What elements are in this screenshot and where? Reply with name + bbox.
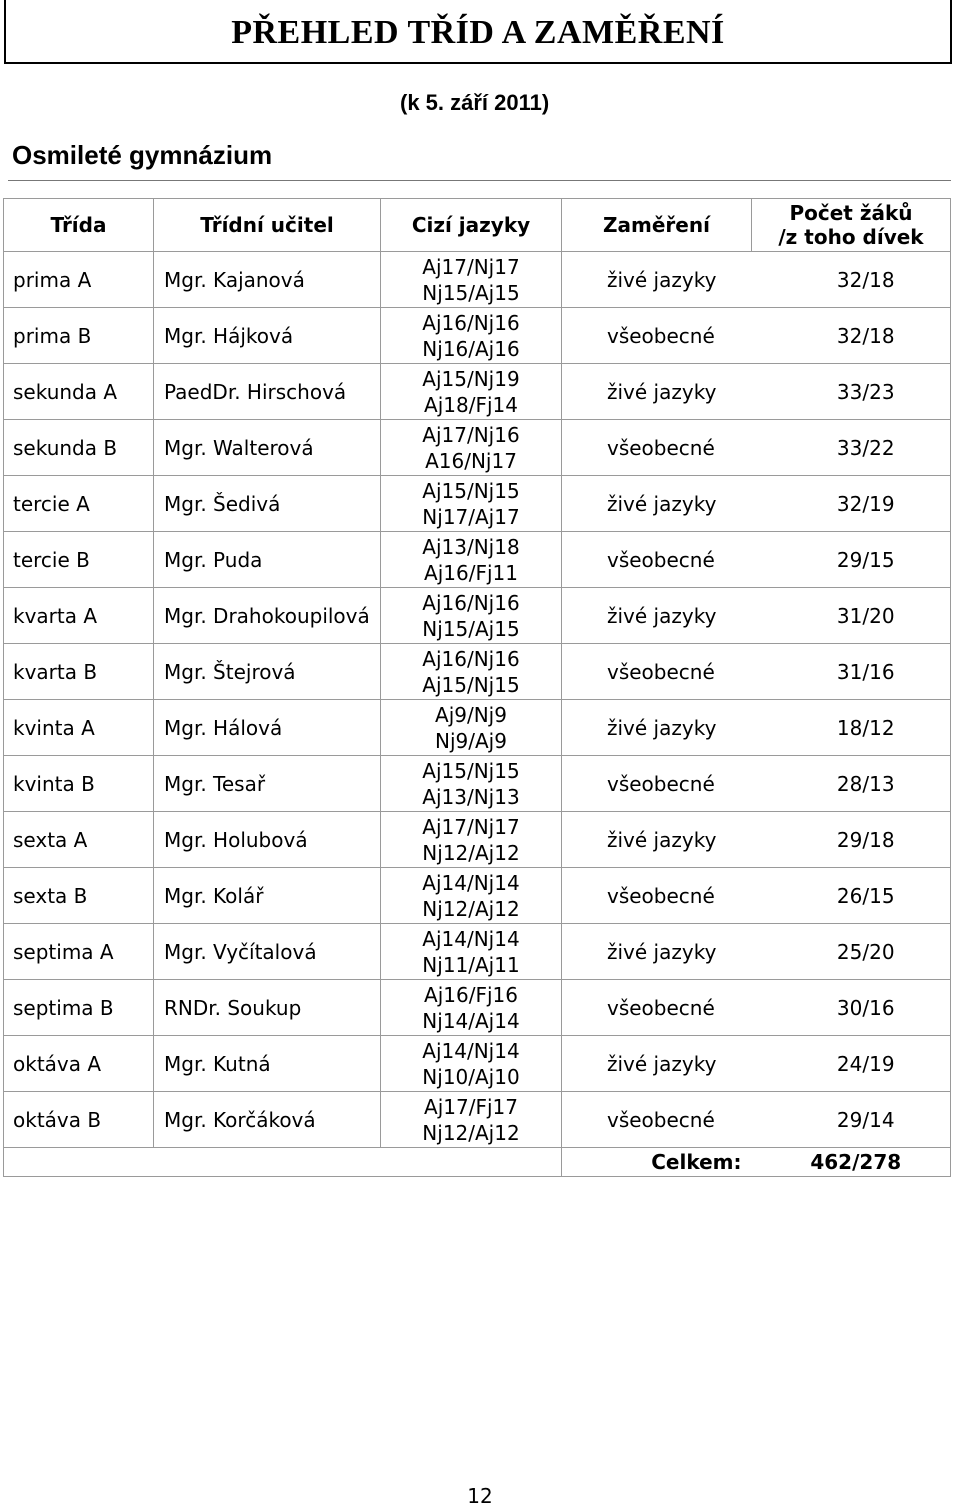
- cell-pocet: 31/16: [752, 644, 951, 700]
- cell-jazyk2: Nj10/Aj10: [422, 1064, 520, 1089]
- cell-pocet: 32/18: [752, 252, 951, 308]
- table-row: [4, 364, 951, 420]
- table-row: [4, 588, 951, 644]
- cell-trida: kvarta B: [4, 644, 154, 700]
- table-row: [4, 420, 951, 476]
- cell-jazyky: [381, 364, 562, 420]
- cell-jazyk1: Aj17/Nj17: [422, 254, 520, 279]
- cell-ucitel: Mgr. Hájková: [154, 308, 381, 364]
- cell-jazyk2: Aj18/Fj14: [424, 392, 518, 417]
- table-row: [4, 924, 951, 980]
- table-row: [4, 980, 951, 1036]
- cell-ucitel: Mgr. Tesař: [154, 756, 381, 812]
- cell-ucitel: Mgr. Kajanová: [154, 252, 381, 308]
- cell-trida: septima B: [4, 980, 154, 1036]
- table-row: [4, 1092, 951, 1148]
- cell-zamereni: všeobecné: [562, 868, 752, 924]
- cell-ucitel: Mgr. Štejrová: [154, 644, 381, 700]
- cell-pocet: 24/19: [752, 1036, 951, 1092]
- total-label: Celkem:: [562, 1148, 752, 1177]
- header-trida: Třída: [4, 199, 154, 252]
- cell-jazyky: [381, 532, 562, 588]
- cell-jazyky: [381, 420, 562, 476]
- cell-jazyky: [381, 644, 562, 700]
- cell-jazyky: [381, 1092, 562, 1148]
- cell-ucitel: Mgr. Drahokoupilová: [154, 588, 381, 644]
- cell-ucitel: Mgr. Walterová: [154, 420, 381, 476]
- header-pocet: [752, 199, 951, 252]
- cell-ucitel: RNDr. Soukup: [154, 980, 381, 1036]
- cell-jazyk1: Aj17/Fj17: [424, 1094, 518, 1119]
- table-row: [4, 476, 951, 532]
- cell-trida: septima A: [4, 924, 154, 980]
- cell-trida: tercie A: [4, 476, 154, 532]
- cell-jazyk2: Nj12/Aj12: [422, 840, 520, 865]
- cell-ucitel: Mgr. Holubová: [154, 812, 381, 868]
- cell-pocet: 33/23: [752, 364, 951, 420]
- cell-jazyk2: Aj15/Nj15: [422, 672, 520, 697]
- cell-pocet: 29/15: [752, 532, 951, 588]
- cell-trida: kvinta A: [4, 700, 154, 756]
- total-spacer: [4, 1148, 562, 1177]
- cell-jazyk1: Aj14/Nj14: [422, 1038, 520, 1063]
- cell-zamereni: živé jazyky: [562, 812, 752, 868]
- date-label: (k 5. září 2011): [400, 90, 550, 115]
- cell-jazyky: [381, 812, 562, 868]
- title-box: [4, 0, 952, 64]
- cell-zamereni: všeobecné: [562, 1092, 752, 1148]
- cell-jazyk1: Aj15/Nj19: [422, 366, 520, 391]
- cell-jazyk1: Aj9/Nj9: [435, 702, 507, 727]
- cell-jazyk2: Nj17/Aj17: [422, 504, 520, 529]
- cell-jazyky: [381, 700, 562, 756]
- cell-jazyk1: Aj15/Nj15: [422, 478, 520, 503]
- cell-pocet: 29/18: [752, 812, 951, 868]
- cell-pocet: 18/12: [752, 700, 951, 756]
- cell-pocet: 26/15: [752, 868, 951, 924]
- cell-zamereni: všeobecné: [562, 756, 752, 812]
- cell-zamereni: živé jazyky: [562, 700, 752, 756]
- cell-jazyk2: Aj16/Fj11: [424, 560, 518, 585]
- total-value: 462/278: [752, 1148, 951, 1177]
- cell-jazyk2: Nj12/Aj12: [422, 1120, 520, 1145]
- table-row: [4, 700, 951, 756]
- cell-jazyk1: Aj14/Nj14: [422, 870, 520, 895]
- cell-jazyk1: Aj16/Fj16: [424, 982, 518, 1007]
- cell-zamereni: živé jazyky: [562, 476, 752, 532]
- cell-jazyky: [381, 924, 562, 980]
- table-row: [4, 252, 951, 308]
- cell-jazyky: [381, 308, 562, 364]
- cell-jazyk1: Aj17/Nj16: [422, 422, 520, 447]
- cell-zamereni: živé jazyky: [562, 1036, 752, 1092]
- cell-zamereni: všeobecné: [562, 420, 752, 476]
- cell-ucitel: Mgr. Korčáková: [154, 1092, 381, 1148]
- cell-jazyk1: Aj14/Nj14: [422, 926, 520, 951]
- page-number: 12: [467, 1484, 493, 1508]
- cell-trida: oktáva A: [4, 1036, 154, 1092]
- cell-zamereni: všeobecné: [562, 644, 752, 700]
- cell-jazyk1: Aj13/Nj18: [422, 534, 520, 559]
- section-divider: [8, 180, 951, 181]
- table-row: [4, 812, 951, 868]
- table-row: [4, 308, 951, 364]
- cell-trida: sekunda B: [4, 420, 154, 476]
- cell-ucitel: Mgr. Hálová: [154, 700, 381, 756]
- cell-zamereni: všeobecné: [562, 532, 752, 588]
- header-zamereni: Zaměření: [562, 199, 752, 252]
- cell-jazyk2: Nj16/Aj16: [422, 336, 520, 361]
- cell-trida: prima B: [4, 308, 154, 364]
- cell-trida: kvinta B: [4, 756, 154, 812]
- section-heading: Osmileté gymnázium: [12, 140, 273, 170]
- cell-trida: kvarta A: [4, 588, 154, 644]
- cell-jazyky: [381, 1036, 562, 1092]
- total-row: [4, 1148, 951, 1177]
- cell-ucitel: Mgr. Vyčítalová: [154, 924, 381, 980]
- table-header-row: [4, 199, 951, 252]
- cell-jazyk1: Aj17/Nj17: [422, 814, 520, 839]
- cell-jazyk2: Nj15/Aj15: [422, 616, 520, 641]
- cell-trida: sexta A: [4, 812, 154, 868]
- cell-pocet: 29/14: [752, 1092, 951, 1148]
- cell-ucitel: Mgr. Puda: [154, 532, 381, 588]
- header-ucitel: Třídní učitel: [154, 199, 381, 252]
- cell-jazyk1: Aj16/Nj16: [422, 646, 520, 671]
- cell-pocet: 32/18: [752, 308, 951, 364]
- table-row: [4, 756, 951, 812]
- table-row: [4, 644, 951, 700]
- cell-jazyk2: Nj11/Aj11: [422, 952, 520, 977]
- cell-ucitel: Mgr. Šedivá: [154, 476, 381, 532]
- cell-zamereni: živé jazyky: [562, 924, 752, 980]
- cell-jazyky: [381, 252, 562, 308]
- table-body: [4, 252, 951, 1177]
- header-pocet-line1: Počet žáků: [789, 201, 913, 225]
- cell-pocet: 28/13: [752, 756, 951, 812]
- table-row: [4, 1036, 951, 1092]
- cell-jazyk1: Aj15/Nj15: [422, 758, 520, 783]
- table-row: [4, 532, 951, 588]
- cell-ucitel: PaedDr. Hirschová: [154, 364, 381, 420]
- cell-trida: oktáva B: [4, 1092, 154, 1148]
- cell-zamereni: živé jazyky: [562, 588, 752, 644]
- cell-zamereni: živé jazyky: [562, 364, 752, 420]
- cell-jazyk1: Aj16/Nj16: [422, 590, 520, 615]
- page-title: PŘEHLED TŘÍD A ZAMĚŘENÍ: [231, 14, 725, 51]
- cell-jazyk2: Nj15/Aj15: [422, 280, 520, 305]
- table-row: [4, 868, 951, 924]
- cell-zamereni: živé jazyky: [562, 252, 752, 308]
- cell-jazyk2: Nj14/Aj14: [422, 1008, 520, 1033]
- cell-jazyk2: Nj9/Aj9: [435, 728, 507, 753]
- cell-trida: sekunda A: [4, 364, 154, 420]
- cell-trida: prima A: [4, 252, 154, 308]
- cell-jazyky: [381, 476, 562, 532]
- cell-jazyk1: Aj16/Nj16: [422, 310, 520, 335]
- cell-pocet: 25/20: [752, 924, 951, 980]
- cell-zamereni: všeobecné: [562, 308, 752, 364]
- cell-zamereni: všeobecné: [562, 980, 752, 1036]
- cell-pocet: 30/16: [752, 980, 951, 1036]
- cell-jazyk2: Nj12/Aj12: [422, 896, 520, 921]
- cell-jazyky: [381, 756, 562, 812]
- cell-jazyky: [381, 980, 562, 1036]
- header-jazyky: Cizí jazyky: [381, 199, 562, 252]
- cell-ucitel: Mgr. Kutná: [154, 1036, 381, 1092]
- header-pocet-line2: /z toho dívek: [778, 225, 924, 249]
- cell-ucitel: Mgr. Kolář: [154, 868, 381, 924]
- cell-jazyk2: A16/Nj17: [425, 448, 517, 473]
- cell-pocet: 33/22: [752, 420, 951, 476]
- cell-jazyky: [381, 588, 562, 644]
- class-overview-table: [3, 198, 951, 1177]
- cell-jazyky: [381, 868, 562, 924]
- cell-pocet: 31/20: [752, 588, 951, 644]
- cell-trida: sexta B: [4, 868, 154, 924]
- cell-jazyk2: Aj13/Nj13: [422, 784, 520, 809]
- cell-pocet: 32/19: [752, 476, 951, 532]
- cell-trida: tercie B: [4, 532, 154, 588]
